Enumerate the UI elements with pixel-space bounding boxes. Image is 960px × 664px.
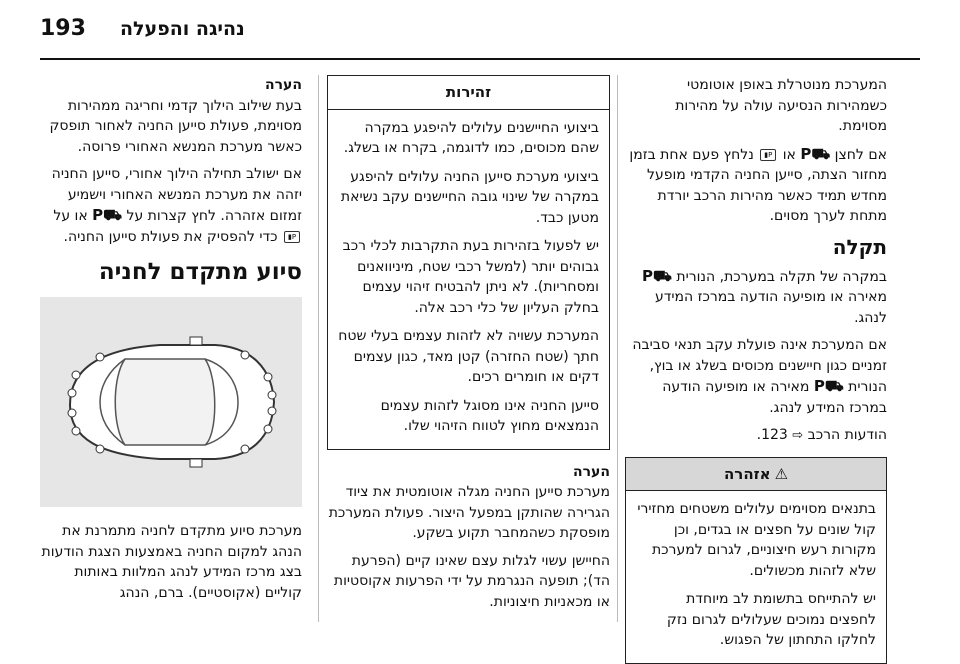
warning-box <box>625 457 887 664</box>
column-divider-left <box>318 75 319 622</box>
paragraph: מערכת סיוע מתקדם לחניה מתמרנת את הנהג למקום החניה באמצעות הצגת הודעות בצג מרכז המידע לנהג המלוות באותות קוליים (אקוסטיים). ברם, הנהג <box>41 523 302 601</box>
warning-triangle-icon: ⚠ <box>774 464 789 483</box>
note-title: הערה <box>265 77 302 93</box>
paragraph: החיישן עשוי לגלות עצם שאינו קיים (הפרעת הד); תופעה הנגרמת על ידי הפרעות אקוסטיות או מכאניות חיצוניות. <box>333 552 610 610</box>
paragraph: אם המערכת אינה פועלת עקב תנאי סביבה זמניים כגון חיישנים מכוסים בשלג או בוץ, הנורית ⛟P מאירה או מופיעה הודעה במרכז המידע לנהג. <box>632 337 887 416</box>
paragraph: ביצועי מערכת סייען החניה עלולים להיפגע במקרה של שינוי גובה החיישנים עקב נשיאת מטען כבד. <box>340 168 599 226</box>
paragraph: יש להתייחס בתשומת לב מיוחדת לחפצים נמוכים שעלולים לגרום נזק לחלקו התחתון של הפגוש. <box>666 591 876 648</box>
note-title: הערה <box>573 463 610 480</box>
paragraph: המערכת מנוטרלת באופן אוטומטי כשמהירות הנסיעה עולה על מהירות מסוימת. <box>675 77 887 134</box>
page-reference[interactable]: הודעות הרכב ⇨ 123. <box>756 427 887 443</box>
section-title-fault: תקלה <box>832 234 887 259</box>
parking-assist-button-icon: ⛟P <box>800 144 831 163</box>
car-illustration <box>40 297 302 507</box>
paragraph: מערכת סייען החניה מגלה אוטומטית את ציוד הגרירה שהותקן במפעל היצור. פעולת המערכת מופסקת כשהמחבר תקוע בשקע. <box>328 484 610 541</box>
paragraph: בעת שילוב הילוך קדמי וחריגה ממהירות מסוימת, פעולת סייען החניה לאחור תופסק כאשר מערכת המנשא האחורי פרוסה. <box>49 97 302 155</box>
caution-box <box>327 75 610 450</box>
column-divider-right <box>617 75 618 622</box>
paragraph: יש לפעול בזהירות בעת התקרבות לכלי רכב גבוהים יותר (למשל רכבי שטח, מיניוואנים ומסחריות). לא ניתן להבטיח זיהוי עצמים בחלק העליון של כלי רכב אלה. <box>342 238 599 316</box>
top-rule <box>40 58 920 60</box>
paragraph: במקרה של תקלה במערכת, הנורית ⛟P מאירה או מופיעה הודעה במרכז המידע לנהג. <box>642 266 887 326</box>
caution-box-title: זהירות <box>328 76 609 110</box>
paragraph: בתנאים מסוימים עלולים משטחים מחזירי קול שונים על חפצים או בגדים, וכן מקורות רעש חיצוניים, לגרום למערכת שלא לזהות מכשולים. <box>637 501 876 579</box>
paragraph: אם לחצן ⛟P או P▮ נלחץ פעם אחת בזמן מחזור הצתה, סייען החניה הקדמי מופעל מחדש תמיד כאשר מהירות הרכב יורדת מתחת לערך מסוים. <box>629 144 887 224</box>
car-top-view-icon <box>40 297 302 507</box>
parking-assist-indicator-icon: ⛟P <box>642 266 672 285</box>
page-reference-arrow-icon: ⇨ <box>792 428 804 443</box>
paragraph: ביצועי החיישנים עלולים להיפגע במקרה שהם מכוסים, כמו לדוגמה, בקרח או בשלג. <box>343 119 599 156</box>
parking-assist-indicator-icon: ⛟P <box>813 377 844 395</box>
warning-box-title: ⚠אזהרה <box>626 458 886 492</box>
paragraph: אם ישולב תחילה הילוך אחורי, סייען החניה יזהה את מערכת המנשא האחורי וישמיע זמזום אזהרה. לחץ קצרות על ⛟P או על P▮ כדי להפסיק את פעולת סייען החניה. <box>51 166 302 245</box>
page-number: 193 <box>40 16 86 41</box>
park-button-icon: P▮ <box>760 149 776 161</box>
paragraph: סייען החניה אינו מסוגל לזהות עצמים הנמצאים מחוץ לטווח הזיהוי שלו. <box>380 397 599 434</box>
header-title: נהיגה והפעלה <box>120 18 245 40</box>
right-column <box>625 75 887 664</box>
section-title-advanced-parking: סיוע מתקדם לחניה <box>98 259 302 285</box>
parking-assist-button-icon: ⛟P <box>92 206 123 224</box>
paragraph: המערכת עשויה לא לזהות עצמים בעלי שטח חתך (שטח החזרה) קטן מאד, כגון עצמים דקים או חומרים רכים. <box>338 328 599 385</box>
middle-column <box>327 75 610 619</box>
left-column <box>40 75 302 610</box>
park-button-icon: P▮ <box>284 231 300 243</box>
